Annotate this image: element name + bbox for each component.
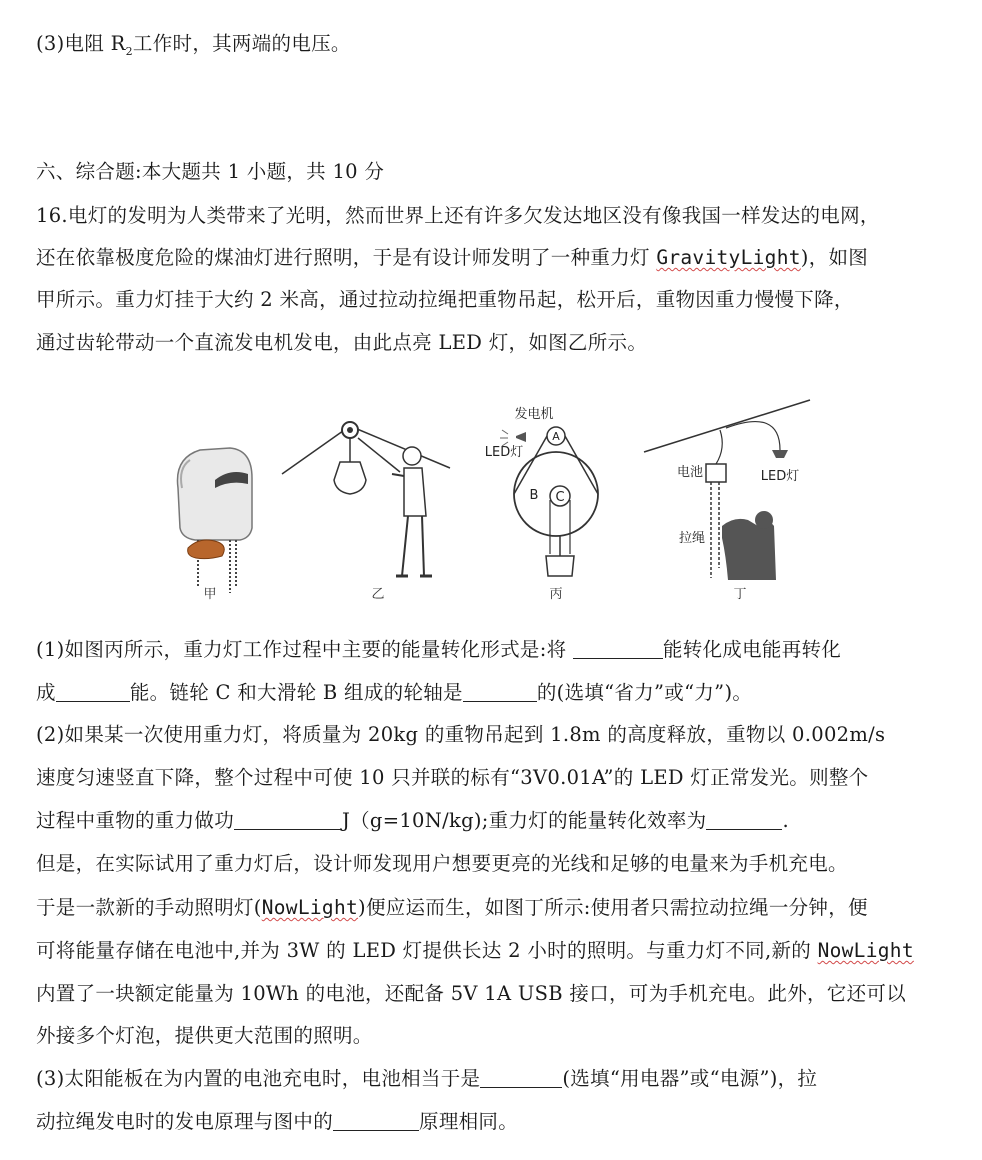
answer-blank-6[interactable] (480, 1067, 562, 1088)
figure-group (160, 388, 820, 610)
label-battery: 电池 (676, 465, 704, 480)
subscript-2: 2 (125, 44, 133, 58)
q16-p2-line-1: (2)如果某一次使用重力灯，将质量为 20kg 的重物吊起到 1.8m 的高度释放，重物以 0.002m/s (36, 723, 886, 746)
q16-p1-line-1: (1)如图丙所示，重力灯工作过程中主要的能量转化形式是:将 能转化成电能再转化 (36, 638, 842, 661)
q16-intro-line-3: 甲所示。重力灯挂于大约 2 米高，通过拉动拉绳把重物吊起，松开后，重物因重力慢慢下降， (36, 288, 854, 311)
q16-p3-line-2: 动拉绳发电时的发电原理与图中的 原理相同。 (36, 1110, 519, 1133)
answer-blank-4[interactable] (234, 809, 342, 830)
answer-blank-5[interactable] (706, 809, 782, 830)
q15-item3: (3)电阻 $R_2$工作时，其两端的电压。 (36, 32, 351, 58)
caption-yi: 乙 (371, 587, 385, 602)
answer-blank-2[interactable] (56, 681, 130, 702)
label-b: B (529, 488, 539, 503)
answer-blank-7[interactable] (333, 1110, 419, 1131)
figure-bing (485, 406, 598, 602)
q16-intro-line-4: 通过齿轮带动一个直流发电机发电，由此点亮 LED 灯，如图乙所示。 (36, 331, 648, 354)
label-c: C (555, 490, 565, 505)
caption-bing: 丙 (549, 587, 563, 602)
label-led-bing: LED灯 (484, 445, 524, 460)
label-led-ding: LED灯 (760, 469, 800, 484)
figure-yi (282, 422, 450, 602)
passage-line-4: 内置了一块额定能量为 10Wh 的电池，还配备 5V 1A USB 接口，可为手机充电。此外，它还可以 (36, 982, 907, 1005)
nowlight-term-1: NowLight (261, 896, 359, 919)
caption-jia: 甲 (203, 587, 217, 602)
q16-p3-line-1: (3)太阳能板在为内置的电池充电时，电池相当于是 (选填“用电器”或“电源”)，拉 (36, 1067, 818, 1090)
nowlight-term-2: NowLight (817, 939, 914, 962)
passage-line-5: 外接多个灯泡，提供更大范围的照明。 (36, 1024, 373, 1047)
q16-intro-line-1: 16.电灯的发明为人类带来了光明，然而世界上还有许多欠发达地区没有像我国一样发达的电网， (36, 204, 880, 227)
answer-blank-3[interactable] (463, 681, 537, 702)
figure-jia (177, 448, 252, 602)
gravitylight-term: GravityLight (656, 246, 801, 269)
q16-p2-line-2: 速度匀速竖直下降，整个过程中可使 10 只并联的标有“3V0.01A”的 LED 灯正常发光。则整个 (36, 766, 869, 789)
q16-intro-line-2: 还在依靠极度危险的煤油灯进行照明，于是有设计师发明了一种重力灯 GravityLight)，如图 (36, 246, 869, 269)
q16-p1-line-2: 成 能。链轮 C 和大滑轮 B 组成的轮轴是 的(选填“省力”或“力”)。 (36, 681, 753, 704)
label-generator: 发电机 (514, 407, 554, 422)
label-rope: 拉绳 (678, 531, 706, 546)
section-heading: 六、综合题:本大题共 1 小题，共 10 分 (36, 160, 385, 183)
label-a: A (552, 430, 560, 443)
passage-line-3: 可将能量存储在电池中,并为 3W 的 LED 灯提供长达 2 小时的照明。与重力灯不同,新的 NowLight (36, 939, 914, 962)
q16-p2-line-3: 过程中重物的重力做功 J（g=10N/kg);重力灯的能量转化效率为 . (36, 809, 789, 832)
figure-ding (644, 400, 810, 602)
caption-ding: 丁 (733, 587, 747, 602)
answer-blank-1[interactable] (573, 638, 663, 659)
passage-line-2: 于是一款新的手动照明灯(NowLight)便应运而生，如图丁所示:使用者只需拉动拉绳一分钟，便 (36, 896, 868, 919)
passage-line-1: 但是，在实际试用了重力灯后，设计师发现用户想要更亮的光线和足够的电量来为手机充电。 (36, 852, 848, 875)
